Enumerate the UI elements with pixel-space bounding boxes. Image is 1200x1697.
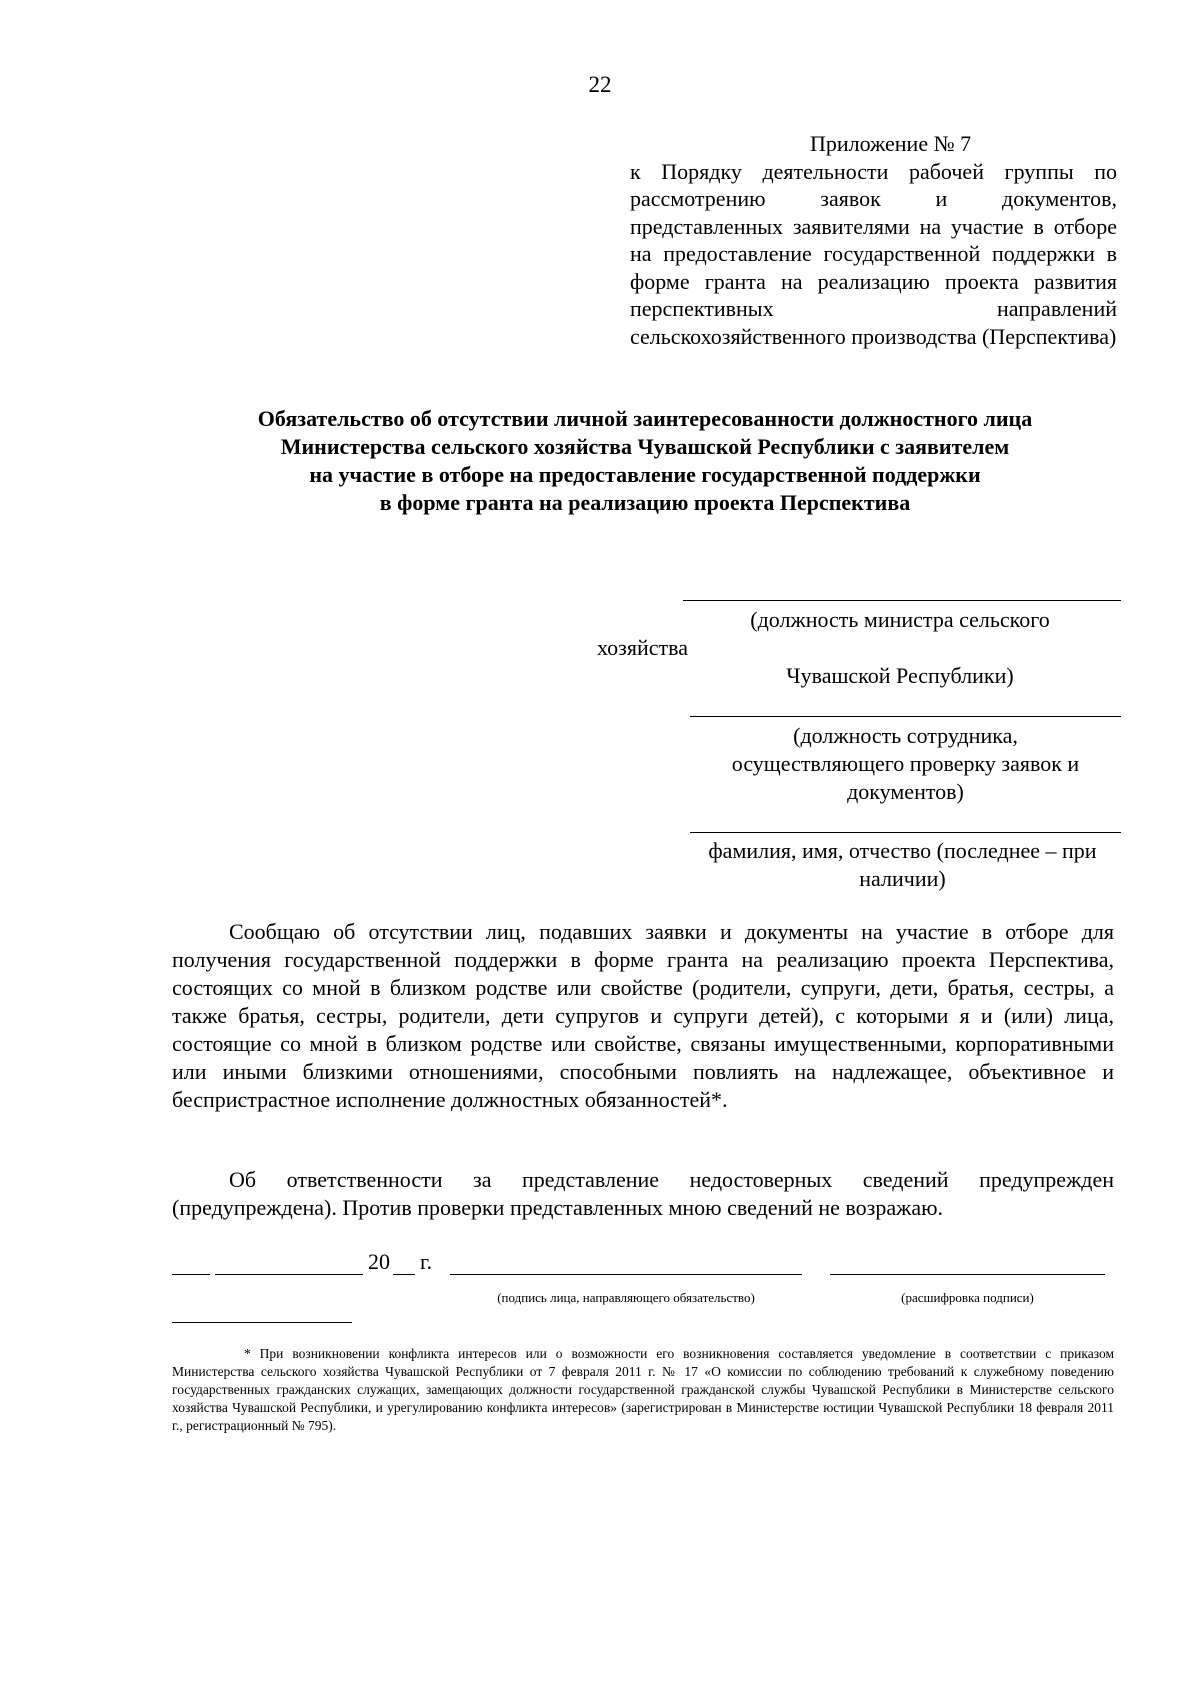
appendix-title: Приложение № 7 xyxy=(810,131,972,156)
document-title-line-2: Министерства сельского хозяйства Чувашской Республики с заявителем xyxy=(280,434,1010,459)
minister-position-line xyxy=(683,600,1121,601)
month-blank xyxy=(215,1274,363,1275)
appendix-body: к Порядку деятельности рабочей группы по рассмотрению заявок и документов, представленных заявителями на участие в отборе на предоставление государственной поддержки в форме гранта на реализацию проекта развития перспективных направлений сельскохозяйственного производства (Перспектива) xyxy=(630,158,1117,349)
minister-caption-line-3: Чувашской Республики) xyxy=(786,663,1014,688)
day-blank xyxy=(172,1274,210,1275)
full-name-caption-line-2: наличии) xyxy=(859,866,946,891)
footnote-separator xyxy=(172,1322,352,1323)
document-title-line-3: на участие в отборе на предоставление государственной поддержки xyxy=(309,462,981,487)
statement-paragraph: Сообщаю об отсутствии лиц, подавших заявки и документы на участие в отборе для получения государственной поддержки в форме гранта на реализацию проекта Перспектива, состоящих со мной в близком родстве или свойстве (родители, супруги, дети, братья, сестры, а также братья, сестры, родители, дети супругов и супруги детей), с которыми я и (или) лица, состоящие со мной в близком родстве или свойстве, связаны имущественными, корпоративными или иными близкими отношениями, способными повлиять на надлежащее, объективное и беспристрастное исполнение должностных обязанностей*. xyxy=(172,919,1114,1112)
page-number: 22 xyxy=(588,72,612,97)
appendix-block xyxy=(630,130,1117,350)
year-blank xyxy=(393,1274,415,1275)
signature-decoding-caption: (расшифровка подписи) xyxy=(901,1290,1034,1305)
full-name-line xyxy=(690,832,1121,833)
employee-caption-line-2: осуществляющего проверку заявок и xyxy=(731,751,1080,776)
signature-decoding-line xyxy=(830,1274,1105,1275)
document-title-line-1: Обязательство об отсутствии личной заинтересованности должностного лица xyxy=(257,406,1033,431)
employee-caption-line-3: документов) xyxy=(847,779,964,804)
minister-caption-line-1: (должность министра сельского xyxy=(750,607,1050,632)
full-name-caption-line-1: фамилия, имя, отчество (последнее – при xyxy=(708,838,1097,863)
year-prefix: 20 xyxy=(368,1249,390,1274)
employee-position-line xyxy=(690,716,1121,717)
minister-caption-line-2: хозяйства xyxy=(597,635,688,660)
responsibility-paragraph: Об ответственности за представление недостоверных сведений предупрежден (предупреждена). Против проверки представленных мною сведений не возражаю. xyxy=(172,1167,1114,1220)
signature-caption: (подпись лица, направляющего обязательство) xyxy=(497,1290,755,1305)
footnote: * При возникновении конфликта интересов или о возможности его возникновения составляется уведомление в соответствии с приказом Министерства сельского хозяйства Чувашской Республики от 7 февраля 2011 г. № 17 «О комиссии по соблюдению требований к служебному поведению государственных гражданских служащих, замещающих должности государственной гражданской службы Чувашской Республики в Министерстве сельского хозяйства Чувашской Республики, и урегулированию конфликта интересов» (зарегистрирован в Министерстве юстиции Чувашской Республики 18 февраля 2011 г., регистрационный № 795). xyxy=(172,1346,1114,1433)
signature-line xyxy=(450,1274,802,1275)
document-title-line-4: в форме гранта на реализацию проекта Перспектива xyxy=(379,490,911,515)
employee-caption-line-1: (должность сотрудника, xyxy=(793,723,1018,748)
document-title xyxy=(170,405,1120,517)
year-suffix: г. xyxy=(420,1249,433,1274)
